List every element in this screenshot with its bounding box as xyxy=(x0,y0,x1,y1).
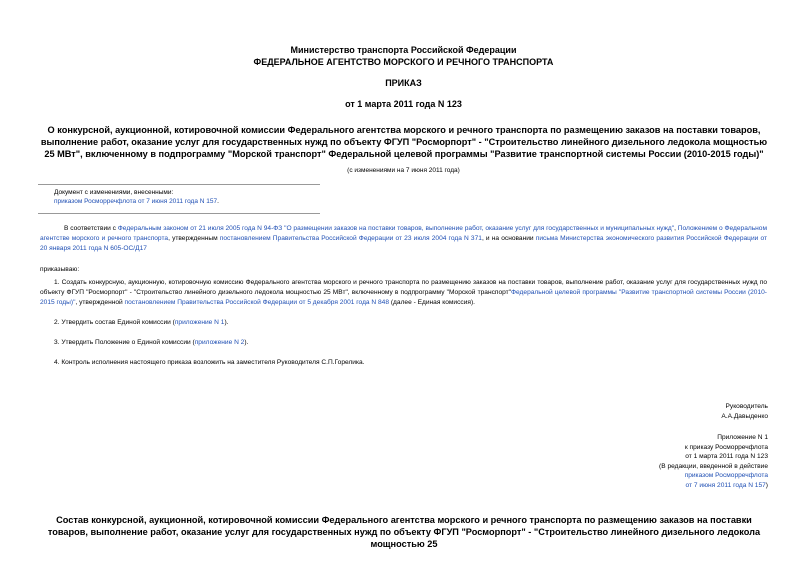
preamble-paragraph xyxy=(40,224,767,254)
preamble-text-3: , утвержденным xyxy=(168,235,220,242)
changes-note: (с изменениями на 7 июня 2011 года) xyxy=(347,167,460,174)
composition-title: Состав конкурсной, аукционной, котировочной комиссии Федерального агентства морского и речного транспорта по размещению заказов на поставки товаров, выполнение работ, оказание услуг для государственных нужд по объекту ФГУП "Росморпорт" - "Строительство линейного дизельного ледокола мощностью 25 xyxy=(47,515,761,549)
amendment-end: . xyxy=(217,198,219,205)
appendix-date-link[interactable]: от 7 июня 2011 года N 157 xyxy=(685,481,766,489)
item1-text-2: , утвержденной xyxy=(75,299,125,306)
appendix-line-4: (В редакции, введенной в действие xyxy=(659,462,768,470)
program-link[interactable]: Федеральной целевой программы "Развитие транспортной системы России (2010-2015 годы)" xyxy=(40,289,767,306)
item2-text-2: ). xyxy=(224,319,229,326)
government-decree-link[interactable]: постановлением Правительства Российской Федерации от 23 июля 2004 года N 371 xyxy=(219,235,482,242)
signature-name: А.А.Давыденко xyxy=(721,412,768,420)
item1-text-1: 1. Создать конкурсную, аукционную, котировочную комиссию Федерального агентства морского и речного транспорта по размещению заказов на поставки товаров, выполнение работ, оказание услуг для государственных нужд по объекту ФГУП "Росморпорт" - "Строительство линейного дизельного ледокола мощностью 25 МВт", включенному в подпрограмму "Морской транспорт" xyxy=(40,279,767,296)
signature-block xyxy=(518,402,768,421)
order-item-1 xyxy=(40,278,767,308)
appendix-end: ) xyxy=(765,481,768,489)
appendix-1-link[interactable]: приложение N 1 xyxy=(174,319,225,326)
preamble-text-4: , и на основании xyxy=(481,235,536,242)
doc-type: ПРИКАЗ xyxy=(385,78,422,88)
appendix-header xyxy=(518,433,768,490)
amendments-line xyxy=(54,197,320,206)
agency-name: ФЕДЕРАЛЬНОЕ АГЕНТСТВО МОРСКОГО И РЕЧНОГО ТРАНСПОРТА xyxy=(253,57,554,67)
item2-text-1: 2. Утвердить состав Единой комиссии ( xyxy=(54,319,175,326)
federal-law-link[interactable]: Федеральным законом от 21 июля 2005 года N 94-ФЗ "О размещении заказов на поставки товаров, выполнение работ, оказание услуг для государственных и муниципальных нужд" xyxy=(117,225,675,232)
regulation-link[interactable]: Положением о Федеральном агентстве морского и речного транспорта xyxy=(40,225,767,242)
appendix-line-3: от 1 марта 2011 года N 123 xyxy=(685,453,768,460)
signature-role: Руководитель xyxy=(725,403,768,410)
appendix-order-link[interactable]: приказом Росморречфлота xyxy=(684,472,768,479)
item3-text-1: 3. Утвердить Положение о Единой комиссии ( xyxy=(54,339,195,346)
preamble-text-2: , xyxy=(674,225,678,232)
amendment-link[interactable]: приказом Росморречфлота от 7 июня 2011 года N 157 xyxy=(54,198,218,205)
decree-848-link[interactable]: постановлением Правительства Российской Федерации от 5 декабря 2001 года N 848 xyxy=(124,299,390,306)
amendments-label: Документ с изменениями, внесенными: xyxy=(54,189,174,196)
appendix-line-1: Приложение N 1 xyxy=(717,434,768,441)
ministry-name: Министерство транспорта Российской Федерации xyxy=(290,45,517,55)
order-item-2 xyxy=(40,318,767,328)
appendix-2-link[interactable]: приложение N 2 xyxy=(194,339,245,346)
order-word: приказываю: xyxy=(40,266,80,273)
order-item-4: 4. Контроль исполнения настоящего приказа возложить на заместителя Руководителя С.П.Горелика. xyxy=(54,359,365,366)
preamble-text-1: В соответствии с xyxy=(64,225,118,232)
appendix-line-2: к приказу Росморречфлота xyxy=(684,443,768,451)
document-title: О конкурсной, аукционной, котировочной комиссии Федерального агентства морского и речного транспорта по размещению заказов на поставки товаров, выполнение работ, оказание услуг для государственных нужд по объекту ФГУП "Росморпорт" - "Строительство линейного дизельного ледокола мощностью 25 МВт", включенному в подпрограмму "Морской транспорт" Федеральной целевой программы "Развитие транспортной системы России (2010-2015 годы)" xyxy=(40,125,768,159)
amendments-box xyxy=(38,184,320,214)
order-item-3 xyxy=(40,338,767,348)
ministry-letter-link[interactable]: письма Министерства экономического развития Российской Федерации от 20 января 2011 года N 605-ОС/Д17 xyxy=(40,235,768,252)
item3-text-2: ). xyxy=(244,339,249,346)
doc-date-number: от 1 марта 2011 года N 123 xyxy=(345,99,462,109)
item1-text-3: (далее - Единая комиссия). xyxy=(389,299,475,306)
